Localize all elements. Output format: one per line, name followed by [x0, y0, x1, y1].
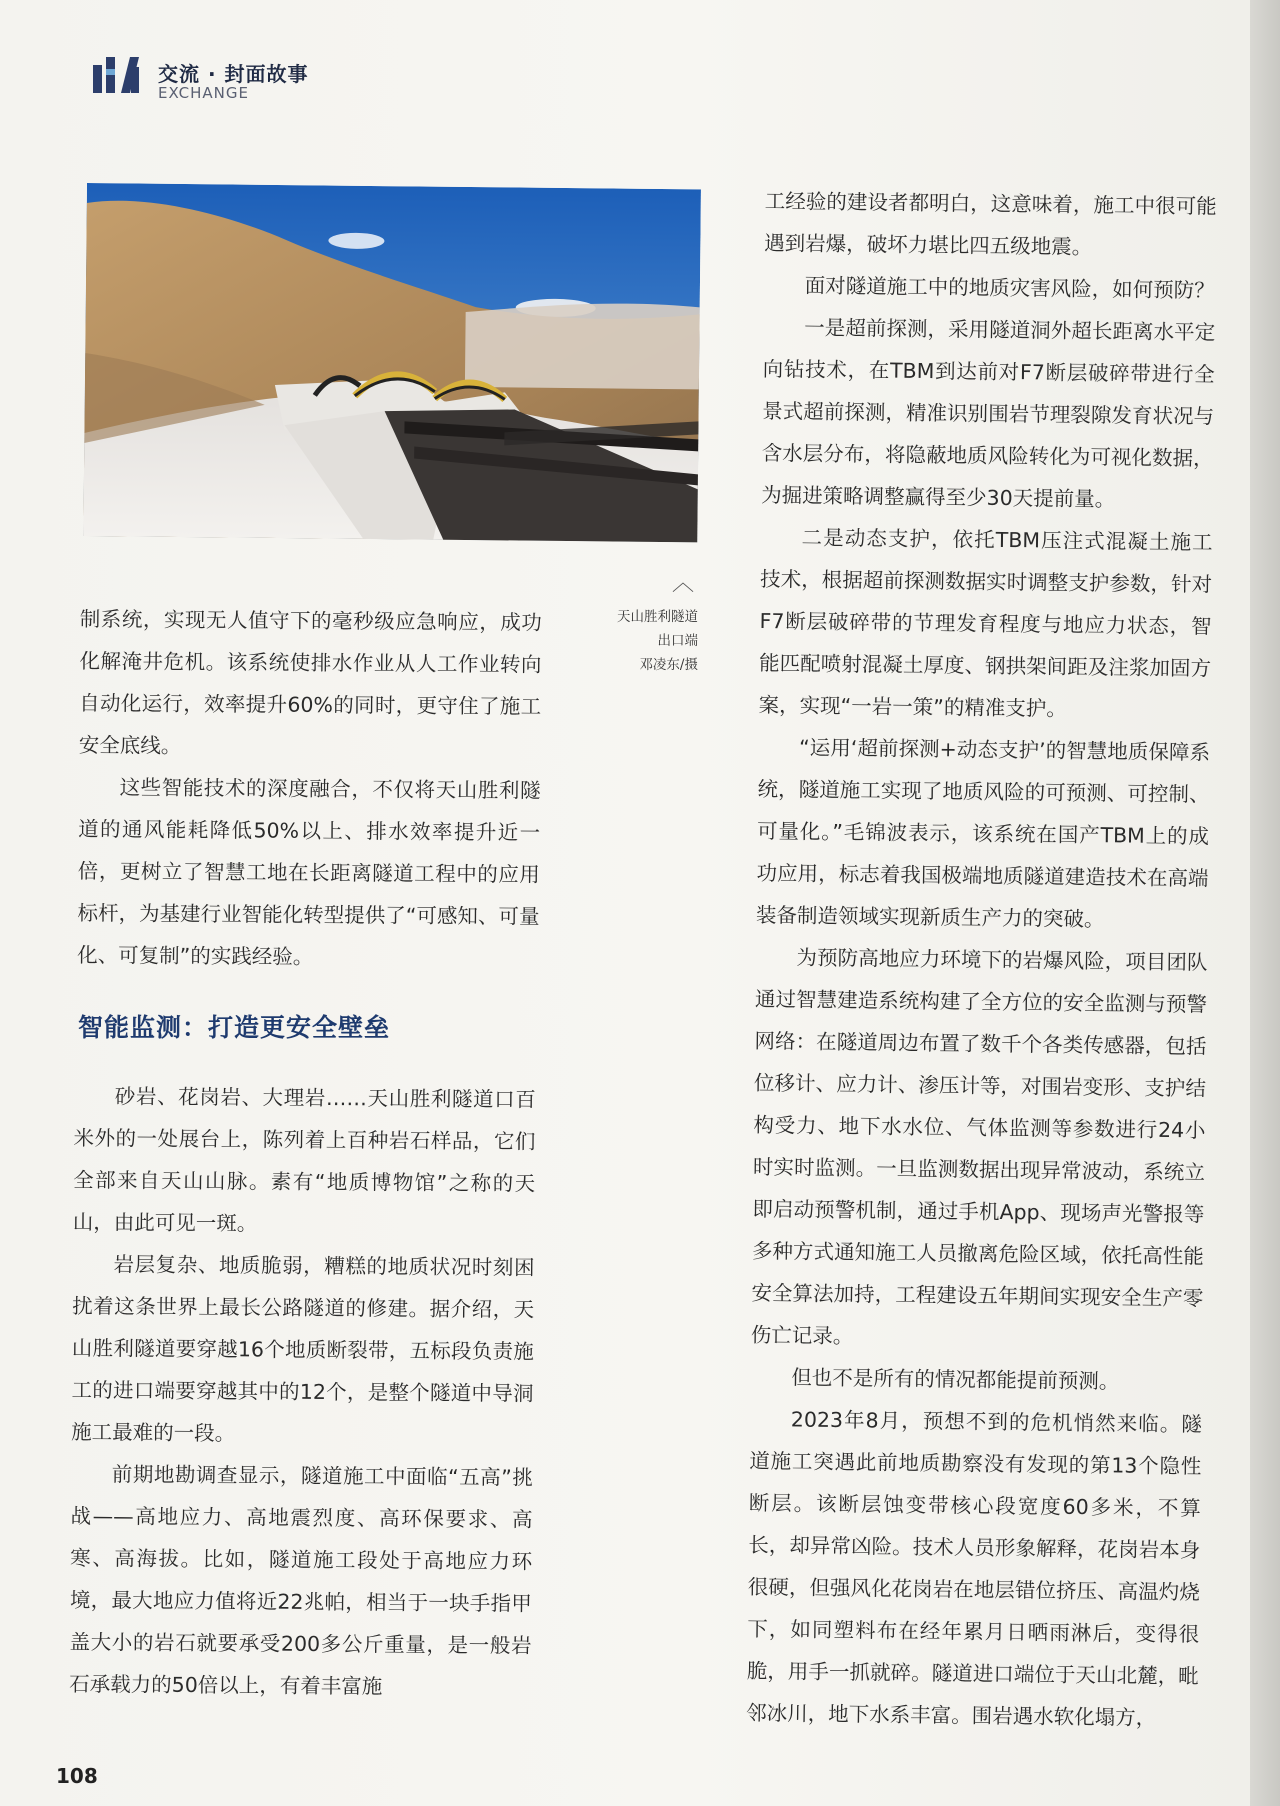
section-heading: 智能监测：打造更安全壁垒 [78, 1013, 391, 1042]
photo-caption [590, 605, 698, 677]
paragraph: 但也不是所有的情况都能提前预测。 [791, 1365, 1120, 1394]
paragraph: 这些智能技术的深度融合，不仅将天山胜利隧道的通风能耗降低50%以上、排水效率提升近一倍，更树立了智慧工地在长距离隧道工程中的应用标杆，为基建行业智能化转型提供了“可感知、可量化、可复制”的实践经验。 [77, 775, 541, 969]
paragraph: 为预防高地应力环境下的岩爆风险，项目团队通过智慧建造系统构建了全方位的安全监测与预警网络：在隧道周边布置了数千个各类传感器，包括位移计、应力计、渗压计等，对围岩变形、支护结构受力、地下水水位、气体监测等参数进行24小时实时监测。一旦监测数据出现异常波动，系统立即启动预警机制，通过手机App、现场声光警报等多种方式通知施工人员撤离危险区域，依托高性能安全算法加持，工程建设五年期间实现安全生产零伤亡记录。 [750, 945, 1208, 1349]
right-column [746, 180, 1217, 1739]
paragraph: 前期地勘调查显示，隧道施工中面临“五高”挑战——高地应力、高地震烈度、高环保要求、高寒、高海拔。比如，隧道施工段处于高地应力环境，最大地应力值将近22兆帕，相当于一块手指甲盖大小的岩石就要承受200多公斤重量，是一般岩石承载力的50倍以上，有着丰富施 [69, 1462, 533, 1699]
section-title: 交流 · 封面故事 [158, 62, 309, 86]
paragraph: 二是动态支护，依托TBM压注式混凝土施工技术，根据超前探测数据实时调整支护参数，针对F7断层破碎带的节理发育程度与地应力状态，智能匹配喷射混凝土厚度、钢拱架间距及注浆加固方案，实现“一岩一策”的精准支护。 [758, 525, 1213, 721]
tunnel-exit-photo [83, 183, 701, 542]
paragraph: 面对隧道施工中的地质灾害风险，如何预防？ [804, 273, 1215, 303]
left-column-top [77, 598, 542, 980]
left-column-body [69, 1075, 536, 1709]
chevron-up-icon: ︿ [672, 571, 695, 596]
paragraph: “运用‘超前探测+动态支护’的智慧地质保障系统，隧道施工实现了地质风险的可预测、可控制、可量化。”毛锦波表示，该系统在国产TBM上的成功应用，标志着我国极端地质隧道建造技术在高端装备制造领域实现新质生产力的突破。 [755, 735, 1211, 932]
page-edge [1250, 0, 1280, 1806]
paragraph: 砂岩、花岗岩、大理岩……天山胜利隧道口百米外的一处展台上，陈列着上百种岩石样品，它们全部来自天山山脉。素有“地质博物馆”之称的天山，由此可见一斑。 [72, 1084, 536, 1236]
section-subtitle: EXCHANGE [158, 84, 249, 102]
page-number: 108 [56, 1764, 98, 1788]
caption-line: 天山胜利隧道 [617, 609, 698, 625]
paragraph: 2023年8月，预想不到的危机悄然来临。隧道施工突遇此前地质勘察没有发现的第13个隐性断层。该断层蚀变带核心段宽度60多米，不算长，却异常凶险。技术人员形象解释，花岗岩本身很硬，但强风化花岗岩在地层错位挤压、高温灼烧下，如同塑料布在经年累月日晒雨淋后，变得很脆，用手一抓就碎。隧道进口端位于天山北麓，毗邻冰川，地下水系丰富。围岩遇水软化塌方， [746, 1407, 1202, 1730]
caption-line: 出口端 [657, 633, 698, 649]
paragraph: 制系统，实现无人值守下的毫秒级应急响应，成功化解淹井危机。该系统使排水作业从人工作业转向自动化运行，效率提升60%的同时，更守住了施工安全底线。 [78, 606, 542, 758]
magazine-logo-icon [93, 55, 143, 95]
caption-line: 邓凌东/摄 [639, 657, 698, 673]
paragraph: 工经验的建设者都明白，这意味着，施工中很可能遇到岩爆，破坏力堪比四五级地震。 [764, 188, 1217, 260]
paragraph: 岩层复杂、地质脆弱，糟糕的地质状况时刻困扰着这条世界上最长公路隧道的修建。据介绍，天山胜利隧道要穿越16个地质断裂带，五标段负责施工的进口端要穿越其中的12个，是整个隧道中导洞施工最难的一段。 [71, 1252, 535, 1446]
paragraph: 一是超前探测，采用隧道洞外超长距离水平定向钻技术，在TBM到达前对F7断层破碎带进行全景式超前探测，精准识别围岩节理裂隙发育状况与含水层分布，将隐蔽地质风险转化为可视化数据，为掘进策略调整赢得至少30天提前量。 [761, 315, 1216, 512]
